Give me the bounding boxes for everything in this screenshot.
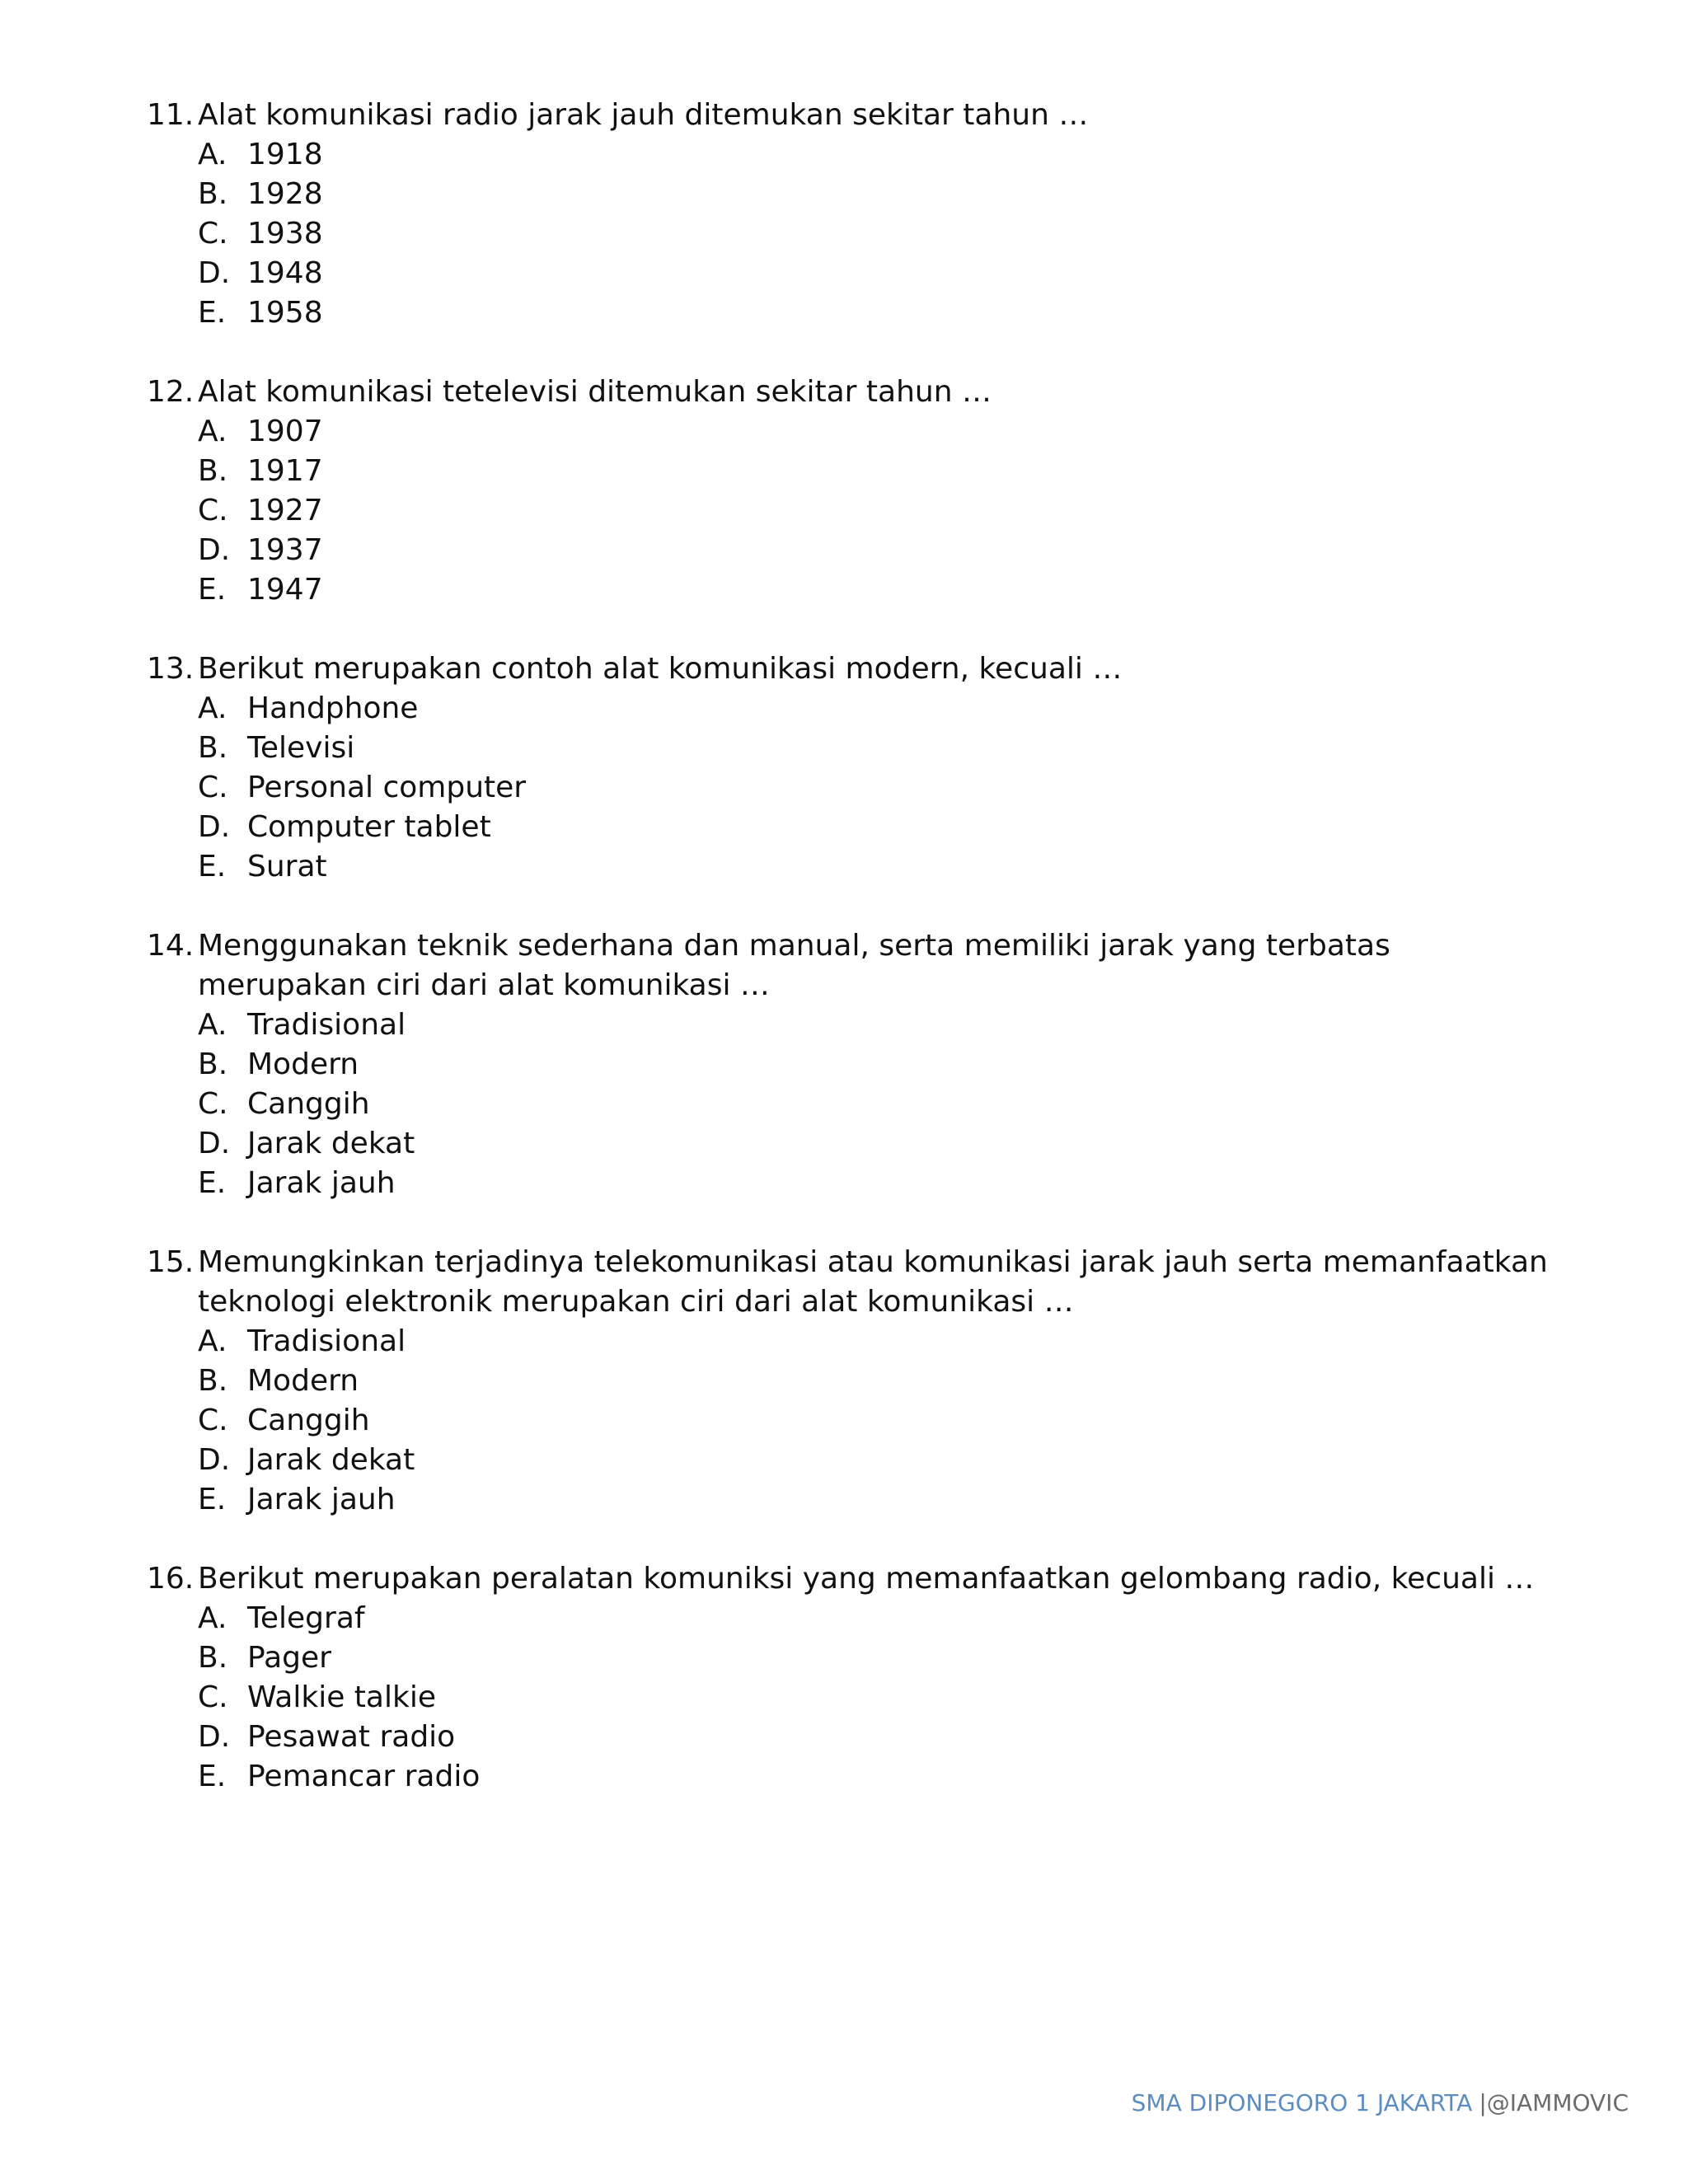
option-list (147, 135, 1548, 333)
option-letter: E. (198, 1166, 227, 1200)
option-text: Computer tablet (247, 810, 491, 844)
option-letter: A. (198, 1601, 227, 1635)
option-a (198, 135, 1548, 175)
question-number: 16. (147, 1562, 195, 1596)
option-text: Pesawat radio (247, 1720, 456, 1754)
option-list (147, 1005, 1548, 1203)
option-a (198, 1005, 1548, 1045)
option-letter: B. (198, 1364, 228, 1398)
option-letter: C. (198, 494, 228, 527)
question-text: Memungkinkan terjadinya telekomunikasi atau komunikasi jarak jauh serta memanfaatkan teknologi elektronik merupakan ciri dari alat komunikasi … (198, 1245, 1548, 1319)
option-text: Modern (247, 1047, 359, 1081)
option-d (198, 1441, 1548, 1480)
question-number: 11. (147, 98, 195, 132)
option-letter: E. (198, 1760, 227, 1793)
option-letter: A. (198, 415, 227, 448)
question-stem (147, 96, 1548, 135)
option-letter: B. (198, 454, 228, 488)
option-b (198, 452, 1548, 491)
option-letter: B. (198, 177, 228, 211)
option-text: Tradisional (247, 1008, 406, 1042)
option-text: Telegraf (247, 1601, 365, 1635)
option-letter: E. (198, 850, 227, 883)
footer-school-name: SMA DIPONEGORO 1 JAKARTA (1131, 2089, 1473, 2116)
option-letter: C. (198, 1680, 228, 1714)
footer-handle: @IAMMOVIC (1486, 2089, 1629, 2116)
question-13 (147, 649, 1548, 887)
option-e (198, 1480, 1548, 1520)
option-letter: D. (198, 1127, 231, 1160)
option-text: Jarak jauh (247, 1166, 396, 1200)
option-letter: D. (198, 810, 231, 844)
question-number: 13. (147, 652, 195, 686)
option-text: 1928 (247, 177, 323, 211)
option-c (198, 214, 1548, 254)
question-number: 12. (147, 375, 195, 409)
question-text: Berikut merupakan contoh alat komunikasi modern, kecuali … (198, 652, 1123, 686)
option-list (147, 412, 1548, 610)
question-number: 15. (147, 1245, 195, 1279)
option-letter: D. (198, 533, 231, 567)
option-d (198, 1718, 1548, 1757)
question-stem (147, 373, 1548, 412)
option-letter: A. (198, 691, 227, 725)
option-b (198, 729, 1548, 768)
option-text: Surat (247, 850, 327, 883)
option-b (198, 1045, 1548, 1085)
option-text: Canggih (247, 1404, 370, 1437)
question-stem (147, 1559, 1548, 1599)
option-d (198, 254, 1548, 293)
option-b (198, 1638, 1548, 1678)
option-text: Pager (247, 1641, 331, 1675)
option-c (198, 768, 1548, 808)
option-letter: C. (198, 1404, 228, 1437)
option-a (198, 689, 1548, 729)
option-e (198, 293, 1548, 333)
option-a (198, 1599, 1548, 1638)
option-text: 1937 (247, 533, 323, 567)
option-e (198, 1757, 1548, 1797)
option-a (198, 412, 1548, 452)
option-text: Handphone (247, 691, 419, 725)
option-list (147, 1322, 1548, 1520)
option-text: 1907 (247, 415, 323, 448)
option-text: Modern (247, 1364, 359, 1398)
option-text: Pemancar radio (247, 1760, 481, 1793)
option-e (198, 847, 1548, 887)
option-a (198, 1322, 1548, 1361)
question-text: Menggunakan teknik sederhana dan manual, serta memiliki jarak yang terbatas merupakan ciri dari alat komunikasi … (198, 929, 1390, 1002)
question-11 (147, 96, 1548, 333)
question-number: 14. (147, 929, 195, 963)
option-letter: B. (198, 1047, 228, 1081)
option-letter: B. (198, 731, 228, 765)
question-15 (147, 1243, 1548, 1520)
question-16 (147, 1559, 1548, 1797)
question-stem (147, 649, 1548, 689)
option-list (147, 689, 1548, 887)
question-text: Berikut merupakan peralatan komuniksi yang memanfaatkan gelombang radio, kecuali … (198, 1562, 1535, 1596)
option-b (198, 1361, 1548, 1401)
option-text: 1938 (247, 217, 323, 251)
option-list (147, 1599, 1548, 1797)
option-letter: C. (198, 217, 228, 251)
option-letter: C. (198, 1087, 228, 1121)
option-letter: A. (198, 138, 227, 171)
option-c (198, 1401, 1548, 1441)
option-text: Jarak dekat (247, 1127, 415, 1160)
option-text: 1918 (247, 138, 323, 171)
question-list (147, 96, 1548, 1836)
option-e (198, 1164, 1548, 1203)
option-text: Personal computer (247, 771, 527, 804)
option-text: Canggih (247, 1087, 370, 1121)
option-c (198, 1085, 1548, 1124)
option-text: 1948 (247, 256, 323, 290)
option-text: Jarak dekat (247, 1443, 415, 1477)
question-14 (147, 926, 1548, 1203)
option-letter: E. (198, 296, 227, 330)
option-text: 1947 (247, 573, 323, 607)
option-b (198, 175, 1548, 214)
option-d (198, 531, 1548, 570)
option-c (198, 1678, 1548, 1718)
option-text: 1958 (247, 296, 323, 330)
option-letter: A. (198, 1008, 227, 1042)
option-letter: D. (198, 256, 231, 290)
option-letter: C. (198, 771, 228, 804)
question-stem (147, 1243, 1548, 1322)
question-12 (147, 373, 1548, 610)
option-e (198, 570, 1548, 610)
option-letter: E. (198, 1483, 227, 1516)
option-d (198, 808, 1548, 847)
option-letter: E. (198, 573, 227, 607)
question-text: Alat komunikasi radio jarak jauh ditemukan sekitar tahun … (198, 98, 1089, 132)
option-c (198, 491, 1548, 531)
option-text: 1917 (247, 454, 323, 488)
option-letter: A. (198, 1324, 227, 1358)
option-d (198, 1124, 1548, 1164)
option-text: Televisi (247, 731, 355, 765)
question-text: Alat komunikasi tetelevisi ditemukan sekitar tahun … (198, 375, 992, 409)
option-text: Tradisional (247, 1324, 406, 1358)
option-text: Jarak jauh (247, 1483, 396, 1516)
option-letter: D. (198, 1443, 231, 1477)
option-text: 1927 (247, 494, 323, 527)
option-letter: B. (198, 1641, 228, 1675)
option-text: Walkie talkie (247, 1680, 436, 1714)
option-letter: D. (198, 1720, 231, 1754)
page-footer (1132, 2088, 1629, 2118)
question-stem (147, 926, 1548, 1005)
footer-separator: | (1479, 2089, 1487, 2116)
